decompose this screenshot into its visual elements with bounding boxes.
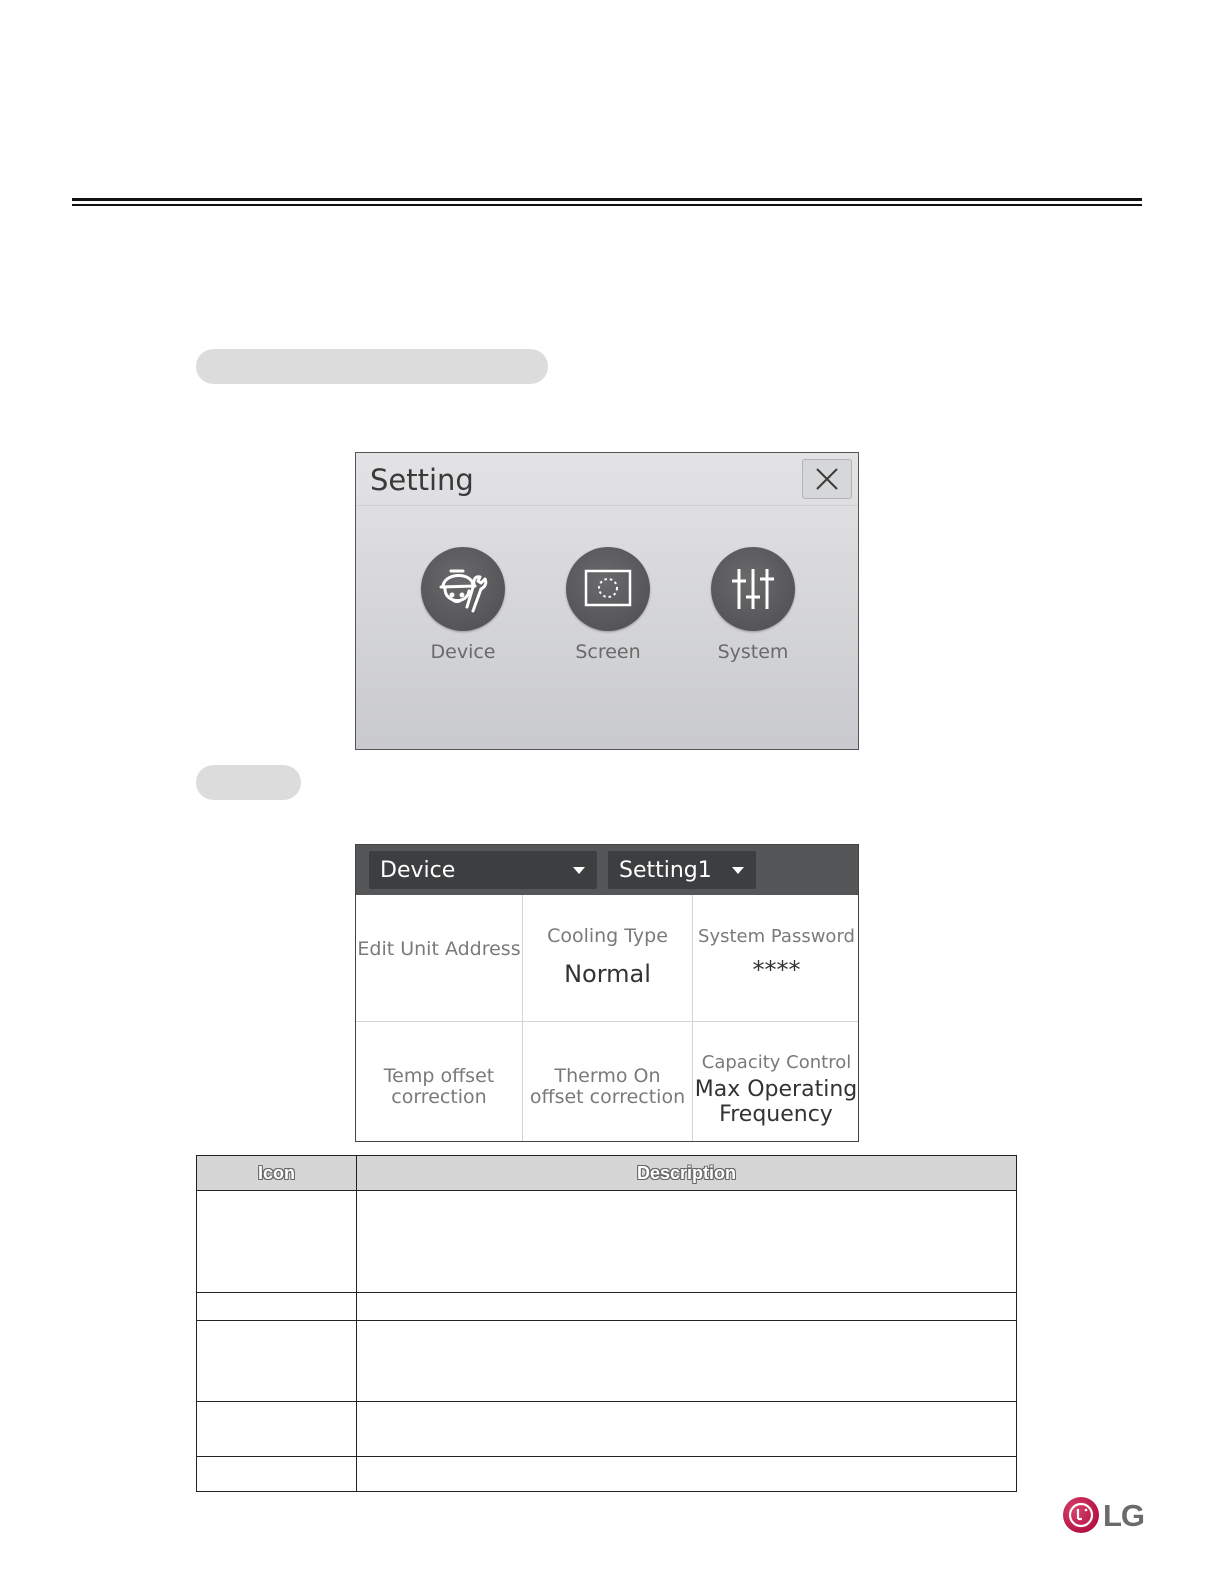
table-header-row <box>197 1156 1017 1191</box>
lg-logo <box>1063 1497 1143 1535</box>
icon-column-header: Icon <box>197 1156 357 1191</box>
table-row <box>197 1293 1017 1321</box>
page-dropdown-value: Setting1 <box>619 858 712 883</box>
cell-value: Max Operating Frequency <box>694 1077 858 1127</box>
temp-offset-correction-button[interactable] <box>356 1022 523 1142</box>
table-row <box>197 1321 1017 1402</box>
category-dropdown-value: Device <box>380 858 456 883</box>
page-dropdown[interactable] <box>608 851 756 889</box>
redacted-label <box>196 765 301 800</box>
description-column-header: Description <box>357 1156 1017 1191</box>
cell-label: Cooling Type <box>547 925 668 947</box>
setting-screen <box>355 452 859 750</box>
system-label: System <box>717 641 789 663</box>
screen-icon <box>580 561 636 617</box>
capacity-control-button[interactable] <box>693 1022 859 1142</box>
system-menu-button[interactable] <box>698 547 808 663</box>
table-row <box>197 1457 1017 1492</box>
header-rule-bottom <box>72 204 1142 206</box>
setting-header <box>356 453 858 506</box>
screen-menu-button[interactable] <box>553 547 663 663</box>
redacted-label <box>196 349 548 384</box>
device-label: Device <box>430 641 496 663</box>
close-button[interactable] <box>802 459 852 499</box>
cell-value: Normal <box>564 960 651 988</box>
device-settings-screen <box>355 844 859 1142</box>
table-row <box>197 1402 1017 1457</box>
setting-title: Setting <box>370 463 474 497</box>
cell-label: Edit Unit Address <box>357 938 521 960</box>
edit-unit-address-button[interactable] <box>356 895 523 1022</box>
category-dropdown[interactable] <box>369 851 597 889</box>
technician-wrench-icon <box>433 559 493 619</box>
device-menu-button[interactable] <box>408 547 518 663</box>
sliders-icon <box>725 561 781 617</box>
close-icon <box>815 467 839 491</box>
screen-label: Screen <box>575 641 641 663</box>
dropdown-arrow-icon <box>732 867 744 874</box>
thermo-on-offset-correction-button[interactable] <box>523 1022 693 1142</box>
system-password-button[interactable] <box>693 895 859 1022</box>
dropdown-arrow-icon <box>573 867 585 874</box>
cell-label: System Password <box>698 926 855 947</box>
device-toolbar <box>356 845 858 895</box>
cell-label: Thermo On offset correction <box>529 1065 686 1108</box>
cooling-type-button[interactable] <box>523 895 693 1022</box>
lg-logo-text: LG <box>1103 1498 1145 1533</box>
cell-label: Temp offset correction <box>383 1065 495 1108</box>
table-row <box>197 1191 1017 1293</box>
lg-logo-mark <box>1063 1497 1099 1533</box>
icon-description-table <box>196 1155 1017 1492</box>
cell-label: Capacity Control <box>701 1052 852 1073</box>
header-rule-top <box>72 198 1142 201</box>
cell-value: **** <box>752 956 801 984</box>
